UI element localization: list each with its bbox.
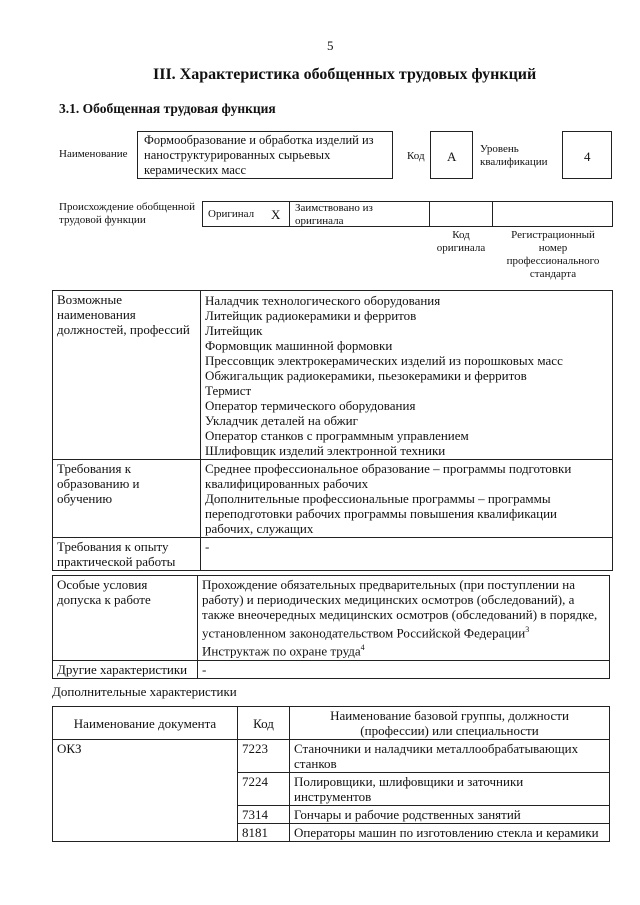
label-line: наименования bbox=[57, 307, 136, 322]
list-item: Оператор термического оборудования bbox=[205, 398, 416, 413]
header-code: Код bbox=[238, 707, 290, 740]
group-name-cell: Гончары и рабочие родственных занятий bbox=[290, 806, 610, 824]
text-line: работу) и периодических медицинских осмотров (обследований), а bbox=[202, 592, 575, 607]
text-line: станков bbox=[294, 756, 337, 771]
table-row bbox=[53, 660, 610, 678]
footnote-ref: 4 bbox=[360, 643, 365, 653]
table-header-row bbox=[53, 707, 610, 740]
caption-line: стандарта bbox=[529, 268, 577, 280]
level-label-line: квалификации bbox=[480, 156, 548, 168]
text-line: Полировщики, шлифовщики и заточники bbox=[294, 774, 524, 789]
code-cell: 7314 bbox=[238, 806, 290, 824]
table-row bbox=[53, 460, 613, 538]
conditions-label bbox=[53, 576, 198, 661]
text-line bbox=[202, 640, 605, 658]
level-value-box bbox=[562, 131, 612, 179]
caption-line: Регистрационный bbox=[511, 229, 595, 241]
reg-number-caption bbox=[494, 229, 612, 281]
text-span: установленном законодательством Российской Федерации bbox=[202, 625, 526, 641]
code-value: А bbox=[447, 149, 457, 164]
text-line: также внеочередных медицинских осмотров (обследований) в порядке, bbox=[202, 607, 598, 622]
document-cell: ОКЗ bbox=[53, 740, 238, 842]
label-line: Требования к опыту bbox=[57, 539, 169, 554]
level-label-line: Уровень bbox=[480, 143, 519, 155]
code-cell: 8181 bbox=[238, 824, 290, 842]
text-line: инструментов bbox=[294, 789, 372, 804]
footnote-ref: 3 bbox=[525, 625, 530, 634]
text-line: переподготовки рабочих программы повышения квалификации bbox=[205, 506, 557, 521]
list-item: Формовщик машинной формовки bbox=[205, 338, 393, 353]
code-value-box bbox=[430, 131, 473, 179]
list-item: Укладчик деталей на обжиг bbox=[205, 413, 358, 428]
label-line: практической работы bbox=[57, 554, 176, 569]
table-row bbox=[53, 538, 613, 571]
subsection-title: 3.1. Обобщенная трудовая функция bbox=[59, 101, 276, 116]
positions-list bbox=[201, 291, 613, 460]
borrowed-label-line: Заимствовано из bbox=[295, 202, 373, 214]
text-line: рабочих, служащих bbox=[205, 521, 314, 536]
additional-table bbox=[52, 706, 610, 842]
label-line: должностей, профессий bbox=[57, 322, 190, 337]
list-item: Обжигальщик радиокерамики, пьезокерамики и ферритов bbox=[205, 368, 527, 383]
other-value: - bbox=[198, 660, 610, 678]
section-title: III. Характеристика обобщенных трудовых функций bbox=[153, 66, 537, 83]
borrowed-label-line: оригинала bbox=[295, 215, 344, 227]
positions-label bbox=[53, 291, 201, 460]
table-row bbox=[53, 576, 610, 661]
label-line: Возможные bbox=[57, 292, 122, 307]
list-item: Шлифовщик изделий электронной техники bbox=[205, 443, 446, 458]
caption-line: профессионального bbox=[506, 255, 600, 267]
text-line: Прохождение обязательных предварительных (при поступлении на bbox=[202, 577, 575, 592]
original-mark: Х bbox=[271, 207, 281, 222]
name-value-box bbox=[137, 131, 393, 179]
text-line: Станочники и наладчики металлообрабатывающих bbox=[294, 741, 579, 756]
list-item: Прессовщик электрокерамических изделий из порошковых масс bbox=[205, 353, 563, 368]
experience-label bbox=[53, 538, 201, 571]
list-item: Термист bbox=[205, 383, 252, 398]
caption-line: номер bbox=[538, 242, 568, 254]
borrowed-box bbox=[289, 201, 430, 227]
header-line: Наименование базовой группы, должности bbox=[330, 708, 569, 723]
label-line: Требования к bbox=[57, 461, 132, 476]
level-value: 4 bbox=[584, 149, 591, 164]
text-line bbox=[202, 622, 605, 640]
group-name-cell bbox=[290, 740, 610, 773]
origin-label-line: трудовой функции bbox=[59, 214, 146, 226]
level-label bbox=[480, 143, 547, 169]
conditions-value bbox=[198, 576, 610, 661]
special-conditions-table bbox=[52, 575, 610, 679]
list-item: Литейщик bbox=[205, 323, 263, 338]
additional-title: Дополнительные характеристики bbox=[52, 684, 237, 699]
list-item: Наладчик технологического оборудования bbox=[205, 293, 441, 308]
text-line: квалифицированных рабочих bbox=[205, 476, 369, 491]
code-cell: 7223 bbox=[238, 740, 290, 773]
table-row bbox=[53, 291, 613, 460]
other-label: Другие характеристики bbox=[53, 660, 198, 678]
original-label: Оригинал bbox=[208, 208, 255, 220]
origin-label bbox=[59, 201, 195, 227]
header-line: (профессии) или специальности bbox=[360, 723, 539, 738]
label-line: допуска к работе bbox=[57, 592, 151, 607]
original-box bbox=[202, 201, 290, 227]
list-item: Оператор станков с программным управлением bbox=[205, 428, 469, 443]
name-line: керамических масс bbox=[144, 163, 247, 177]
label-line: образованию и bbox=[57, 476, 140, 491]
text-span: Инструктаж по охране труда bbox=[202, 643, 361, 659]
experience-value: - bbox=[201, 538, 613, 571]
page-number: 5 bbox=[327, 38, 334, 53]
education-label bbox=[53, 460, 201, 538]
label-line: Особые условия bbox=[57, 577, 148, 592]
name-line: Формообразование и обработка изделий из bbox=[144, 133, 374, 147]
code-cell: 7224 bbox=[238, 773, 290, 806]
code-label: Код bbox=[407, 150, 425, 162]
list-item: Литейщик радиокерамики и ферритов bbox=[205, 308, 417, 323]
code-original-box bbox=[429, 201, 493, 227]
group-name-cell bbox=[290, 773, 610, 806]
text-line: Дополнительные профессиональные программы – программы bbox=[205, 491, 551, 506]
header-document: Наименование документа bbox=[53, 707, 238, 740]
label-line: обучению bbox=[57, 491, 113, 506]
education-value bbox=[201, 460, 613, 538]
code-original-caption bbox=[432, 229, 490, 255]
caption-line: оригинала bbox=[436, 242, 486, 254]
positions-table bbox=[52, 290, 613, 571]
table-row bbox=[53, 740, 610, 773]
caption-line: Код bbox=[452, 229, 470, 241]
name-line: наноструктурированных сырьевых bbox=[144, 148, 331, 162]
text-line: Среднее профессиональное образование – программы подготовки bbox=[205, 461, 572, 476]
group-name-cell: Операторы машин по изготовлению стекла и керамики bbox=[290, 824, 610, 842]
reg-number-box bbox=[492, 201, 613, 227]
name-label: Наименование bbox=[59, 148, 128, 160]
origin-label-line: Происхождение обобщенной bbox=[59, 201, 196, 213]
header-group-name bbox=[290, 707, 610, 740]
